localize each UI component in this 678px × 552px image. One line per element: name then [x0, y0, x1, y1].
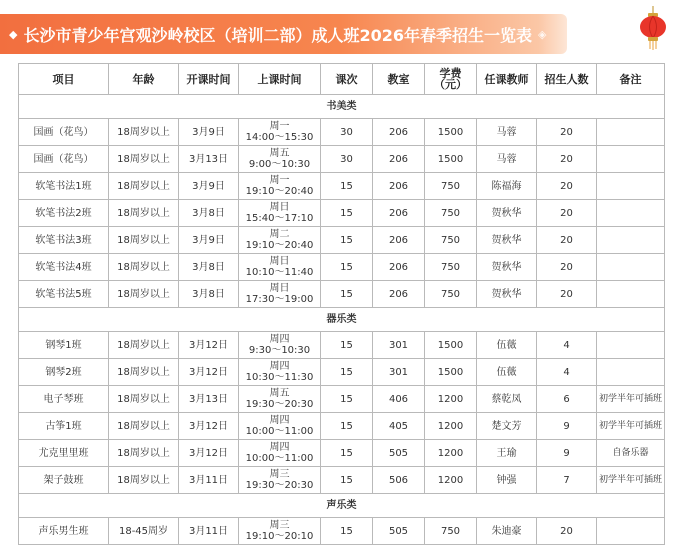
table-cell: 1500	[425, 119, 477, 146]
table-row	[19, 467, 665, 494]
column-header: 备注	[597, 64, 665, 95]
table-cell: 18周岁以上	[109, 119, 179, 146]
table-cell: 贺秋华	[477, 200, 537, 227]
section-title: 声乐类	[19, 494, 665, 518]
table-cell: 18周岁以上	[109, 440, 179, 467]
table-cell: 国画（花鸟）	[19, 146, 109, 173]
table-cell: 周四 10:00～11:00	[239, 440, 321, 467]
table-cell: 750	[425, 254, 477, 281]
table-cell	[597, 173, 665, 200]
table-cell: 周五 19:30～20:30	[239, 386, 321, 413]
table-cell: 尤克里里班	[19, 440, 109, 467]
table-cell: 750	[425, 281, 477, 308]
table-cell: 18周岁以上	[109, 281, 179, 308]
table-cell: 206	[373, 200, 425, 227]
table-cell: 软笔书法3班	[19, 227, 109, 254]
table-cell: 406	[373, 386, 425, 413]
table-cell: 18-45周岁	[109, 518, 179, 545]
table-row	[19, 386, 665, 413]
table-cell: 3月9日	[179, 119, 239, 146]
table-cell: 声乐男生班	[19, 518, 109, 545]
table-cell: 钟强	[477, 467, 537, 494]
section-title: 书美类	[19, 95, 665, 119]
table-cell: 18周岁以上	[109, 413, 179, 440]
table-cell: 18周岁以上	[109, 173, 179, 200]
table-cell: 3月9日	[179, 173, 239, 200]
table-cell: 1500	[425, 146, 477, 173]
table-cell: 3月12日	[179, 359, 239, 386]
table-cell	[597, 518, 665, 545]
table-row	[19, 254, 665, 281]
table-cell: 软笔书法5班	[19, 281, 109, 308]
diamond-outline-icon: ◈	[538, 27, 547, 41]
table-cell	[597, 359, 665, 386]
column-header: 年龄	[109, 64, 179, 95]
table-cell: 蔡乾凤	[477, 386, 537, 413]
section-row	[19, 95, 665, 119]
table-cell: 206	[373, 227, 425, 254]
table-cell: 15	[321, 467, 373, 494]
table-cell: 周日 10:10～11:40	[239, 254, 321, 281]
table-cell: 软笔书法2班	[19, 200, 109, 227]
table-cell: 18周岁以上	[109, 332, 179, 359]
page-title: 长沙市青少年宫观沙岭校区（培训二部）成人班2026年春季招生一览表	[23, 25, 533, 45]
table-cell: 3月11日	[179, 518, 239, 545]
table-cell: 18周岁以上	[109, 227, 179, 254]
table-cell: 15	[321, 173, 373, 200]
table-cell: 马蓉	[477, 119, 537, 146]
diamond-icon: ◆	[9, 27, 18, 41]
table-cell: 30	[321, 146, 373, 173]
table-cell: 206	[373, 281, 425, 308]
table-body	[19, 95, 665, 545]
table-cell: 3月12日	[179, 440, 239, 467]
table-cell: 自备乐器	[597, 440, 665, 467]
column-header: 招生人数	[537, 64, 597, 95]
table-cell: 钢琴2班	[19, 359, 109, 386]
column-header: 教室	[373, 64, 425, 95]
table-cell: 1200	[425, 413, 477, 440]
table-cell	[597, 119, 665, 146]
table-cell: 3月8日	[179, 281, 239, 308]
table-cell: 古筝1班	[19, 413, 109, 440]
table-cell: 周日 15:40～17:10	[239, 200, 321, 227]
table-cell: 20	[537, 119, 597, 146]
table-cell: 伍薇	[477, 359, 537, 386]
table-cell: 750	[425, 200, 477, 227]
table-cell: 15	[321, 359, 373, 386]
column-header: 上课时间	[239, 64, 321, 95]
table-cell: 3月12日	[179, 332, 239, 359]
table-cell: 20	[537, 227, 597, 254]
table-cell: 周二 19:10～20:40	[239, 227, 321, 254]
table-cell: 405	[373, 413, 425, 440]
table-row	[19, 119, 665, 146]
table-cell: 周五 9:00～10:30	[239, 146, 321, 173]
section-row	[19, 494, 665, 518]
table-cell: 4	[537, 359, 597, 386]
column-header: 学费 （元）	[425, 64, 477, 95]
table-cell: 3月8日	[179, 200, 239, 227]
table-cell: 架子鼓班	[19, 467, 109, 494]
table-cell: 周三 19:10～20:10	[239, 518, 321, 545]
table-cell: 初学半年可插班	[597, 386, 665, 413]
table-cell: 3月8日	[179, 254, 239, 281]
table-cell: 301	[373, 332, 425, 359]
column-header: 开课时间	[179, 64, 239, 95]
table-cell: 206	[373, 119, 425, 146]
table-cell: 505	[373, 518, 425, 545]
table-cell: 206	[373, 146, 425, 173]
section-title: 器乐类	[19, 308, 665, 332]
table-cell: 3月13日	[179, 386, 239, 413]
table-cell: 3月11日	[179, 467, 239, 494]
table-cell: 18周岁以上	[109, 359, 179, 386]
table-cell: 钢琴1班	[19, 332, 109, 359]
table-cell: 马蓉	[477, 146, 537, 173]
table-header-row	[19, 64, 665, 95]
table-cell: 15	[321, 200, 373, 227]
table-cell: 7	[537, 467, 597, 494]
table-row	[19, 332, 665, 359]
table-cell: 周一 19:10～20:40	[239, 173, 321, 200]
table-cell: 206	[373, 254, 425, 281]
table-cell: 15	[321, 227, 373, 254]
table-cell: 15	[321, 518, 373, 545]
table-cell: 6	[537, 386, 597, 413]
table-cell: 1200	[425, 467, 477, 494]
table-cell: 750	[425, 227, 477, 254]
table-cell: 贺秋华	[477, 281, 537, 308]
table-cell: 15	[321, 413, 373, 440]
table-cell: 贺秋华	[477, 227, 537, 254]
table-cell: 3月13日	[179, 146, 239, 173]
table-cell: 1500	[425, 332, 477, 359]
table-cell	[597, 146, 665, 173]
table-cell: 3月12日	[179, 413, 239, 440]
table-cell: 电子琴班	[19, 386, 109, 413]
table-cell: 505	[373, 440, 425, 467]
table-cell: 20	[537, 518, 597, 545]
table-cell: 750	[425, 173, 477, 200]
table-cell: 15	[321, 386, 373, 413]
column-header: 课次	[321, 64, 373, 95]
section-row	[19, 308, 665, 332]
red-lantern-icon	[638, 6, 668, 50]
table-cell	[597, 227, 665, 254]
table-cell: 周四 10:00～11:00	[239, 413, 321, 440]
table-cell: 18周岁以上	[109, 254, 179, 281]
table-cell: 15	[321, 440, 373, 467]
title-banner	[0, 14, 567, 54]
table-cell: 506	[373, 467, 425, 494]
table-cell: 周四 10:30～11:30	[239, 359, 321, 386]
table-cell: 国画（花鸟）	[19, 119, 109, 146]
table-cell: 1200	[425, 440, 477, 467]
table-cell: 20	[537, 173, 597, 200]
table-cell: 20	[537, 146, 597, 173]
table-cell: 周日 17:30～19:00	[239, 281, 321, 308]
table-cell: 15	[321, 281, 373, 308]
table-cell: 朱迪豪	[477, 518, 537, 545]
table-row	[19, 173, 665, 200]
enrollment-table	[18, 63, 665, 545]
table-cell: 王瑜	[477, 440, 537, 467]
table-cell: 18周岁以上	[109, 200, 179, 227]
table-row	[19, 227, 665, 254]
table-cell: 陈福海	[477, 173, 537, 200]
table-cell: 软笔书法4班	[19, 254, 109, 281]
table-row	[19, 146, 665, 173]
table-cell: 4	[537, 332, 597, 359]
table-cell: 206	[373, 173, 425, 200]
column-header: 任课教师	[477, 64, 537, 95]
table-cell: 20	[537, 254, 597, 281]
table-cell: 周一 14:00～15:30	[239, 119, 321, 146]
table-cell: 18周岁以上	[109, 146, 179, 173]
table-row	[19, 200, 665, 227]
table-cell: 301	[373, 359, 425, 386]
table-cell: 20	[537, 281, 597, 308]
table-cell	[597, 332, 665, 359]
table-cell	[597, 281, 665, 308]
column-header: 项目	[19, 64, 109, 95]
table-row	[19, 413, 665, 440]
table-cell: 20	[537, 200, 597, 227]
table-cell: 楚文芳	[477, 413, 537, 440]
table-row	[19, 440, 665, 467]
table-cell: 30	[321, 119, 373, 146]
table-cell: 9	[537, 440, 597, 467]
table-cell: 1200	[425, 386, 477, 413]
table-cell: 初学半年可插班	[597, 413, 665, 440]
table-cell: 软笔书法1班	[19, 173, 109, 200]
table-cell: 初学半年可插班	[597, 467, 665, 494]
table-row	[19, 518, 665, 545]
table-row	[19, 359, 665, 386]
table-cell	[597, 254, 665, 281]
table-cell: 伍薇	[477, 332, 537, 359]
table-cell: 3月9日	[179, 227, 239, 254]
table-cell: 周三 19:30～20:30	[239, 467, 321, 494]
table-cell: 15	[321, 332, 373, 359]
table-cell: 贺秋华	[477, 254, 537, 281]
table-cell	[597, 200, 665, 227]
table-cell: 9	[537, 413, 597, 440]
table-cell: 15	[321, 254, 373, 281]
table-cell: 1500	[425, 359, 477, 386]
table-cell: 750	[425, 518, 477, 545]
table-row	[19, 281, 665, 308]
table-cell: 18周岁以上	[109, 386, 179, 413]
table-cell: 周四 9:30～10:30	[239, 332, 321, 359]
table-cell: 18周岁以上	[109, 467, 179, 494]
